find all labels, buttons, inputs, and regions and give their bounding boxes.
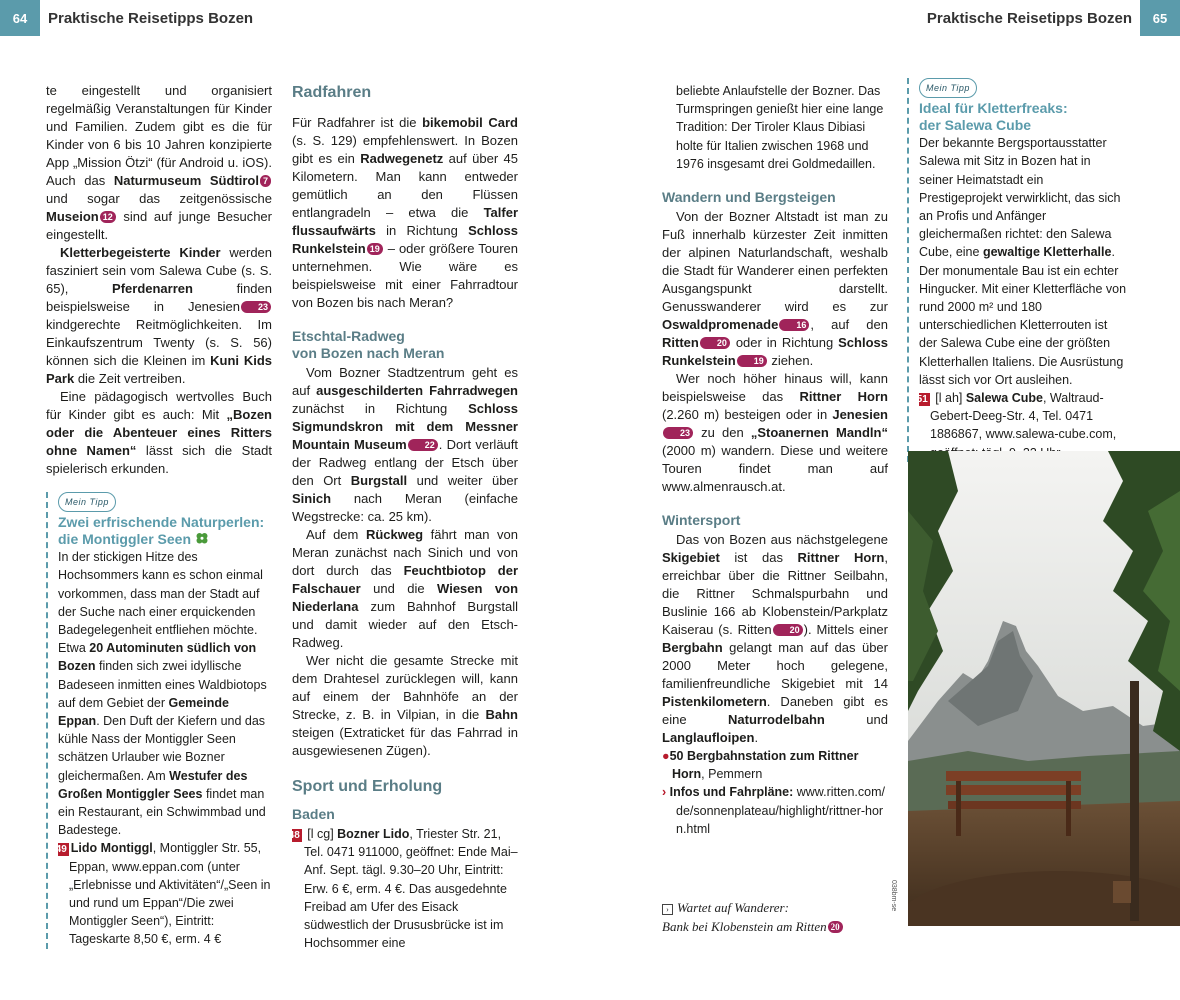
mein-tipp-label: Mein Tipp — [58, 492, 116, 512]
column-4 — [907, 78, 1127, 462]
info-entry: › Infos und Fahrpläne: www.ritten.com/de/sonnenplateau/highlight/rittner-horn.html — [662, 785, 885, 836]
map-number-badge[interactable]: 19 — [367, 243, 383, 255]
paragraph: te eingestellt und organisiert regelmäßig Veranstaltungen für Kinder und Familien. Zudem gibt es die für Kinder von 6 bis 10 Jahren konzipierte App „Mission Ötzi“ (für Android u. iOS). Auch das Naturmuseum Südtirol 7 und sogar das zeitgenössische Museion 12 sind auf junge Besucher eingestellt. — [46, 83, 272, 242]
mein-tipp-label: Mein Tipp — [919, 78, 977, 98]
section-heading: Radfahren — [292, 84, 372, 101]
venue-entry: S48 [l cg] Bozner Lido, Triester Str. 21, Tel. 0471 911000, geöffnet: Ende Mai–Anf. Sept. tägl. 9.30–20 Uhr, Eintritt: Erw. 6 €, erm. 4 €. Das ausgedehnte Freibad am Ufer des Eisack südwestlich der Drususbrücke ist im Hochsommer eine — [282, 827, 518, 951]
paragraph: Auf dem Rückweg fährt man von Meran zunächst nach Sinich und von dort durch das Feuchtbiotop der Falschauer und die Wiesen von Niederlana zum Bahnhof Burgstall und damit wieder auf den Etsch-Radweg. — [292, 527, 519, 650]
column-1 — [46, 82, 272, 949]
section-heading: Sport und Erholung — [292, 778, 443, 795]
photo-reference-icon: › — [662, 904, 673, 915]
map-number-badge[interactable]: 23 — [241, 301, 271, 313]
venue-entry: S51 [l ah] Salewa Cube, Waltraud-Gebert-Deeg-Str. 4, Tel. 0471 1886867, www.salewa-cube.com, — [910, 391, 1117, 442]
tip-body: In der stickigen Hitze des Hochsommers kann es schon einmal vorkommen, dass man der Stadt auf der Suche nach einer erquickenden Badegelegenheit entfliehen möchte. Etwa 20 Autominuten südlich von Bozen finden sich zwei idyllische Badeseen inmitten eines Waldbiotops auf dem Gebiet der Gemeinde Eppan. Den Duft der Kiefern und das kühle Nass der Montiggler Seen schätzen Urlauber wie Bozner gleichermaßen. Am Westufer des Großen Montiggler Sees findet man ein Restaurant, ein Schwimmbad und Badestege. — [58, 550, 267, 838]
paragraph: Für Radfahrer ist die bikemobil Card (s. S. 129) empfehlenswert. In Bozen gibt es ein Radwegenetz auf über 45 Kilometern. Man kann entweder gemütlich an den Flüssen entlangradeln – etwa die Talfer flussaufwärts in Richtung Schloss Runkelstein 19 – oder größere Touren unternehmen. Wie wäre es beispielsweise mit einer Fahrradtour von Bozen bis nach Meran? — [292, 115, 518, 310]
chevron-right-icon: › — [662, 785, 667, 800]
right-running-head: Praktische Reisetipps Bozen — [926, 9, 1132, 27]
paragraph: Vom Bozner Stadtzentrum geht es auf ausgeschilderten Fahrradwegen zunächst in Richtung Schloss Sigmundskron mit dem Messner Mountain Museum 22 . Dort verläuft der Radweg entlang der Etsch über den Ort Burgstall und weiter über Sinich nach Meran (einfache Wegstrecke: ca. 25 km). — [292, 365, 519, 524]
map-number-badge[interactable]: 19 — [737, 355, 767, 367]
map-number-badge[interactable]: 7 — [260, 175, 271, 187]
venue-entry: ●50 Bergbahnstation zum Rittner Horn, Pemmern — [662, 749, 859, 782]
map-number-badge[interactable]: 16 — [779, 319, 809, 331]
left-page-number: 64 — [0, 0, 40, 36]
subsection-heading: Wandern und Bergsteigen — [662, 189, 836, 206]
sight-marker: S51 — [910, 394, 928, 406]
photo-bench-mountains — [908, 451, 1180, 926]
left-page-header — [0, 0, 261, 36]
column-2 — [282, 82, 519, 952]
subsection-heading: Wintersport — [662, 512, 741, 529]
tip-title: Zwei erfrischende Naturperlen: die Montiggler Seen — [58, 514, 265, 548]
map-number-badge[interactable]: 23 — [663, 427, 693, 439]
left-running-head: Praktische Reisetipps Bozen — [48, 9, 254, 27]
paragraph: Wer noch höher hinaus will, kann beispielsweise das Rittner Horn (2.260 m) besteigen oder in Jenesien23 zu den „Stoanernen Mandln“ (2000 m) wandern. Diese und weitere Touren findet man auf www.almenrausch.at. — [662, 371, 888, 495]
photo-code: 038bm-se — [890, 880, 897, 912]
mein-tipp-box — [907, 78, 1127, 462]
map-number-badge[interactable]: 20 — [700, 337, 730, 349]
paragraph: Eine pädagogisch wertvolles Buch für Kinder gibt es auch: Mit „Bozen oder die Abenteuer eines Ritters ohne Namen“ lässt sich die Stadt spielerisch erkunden. — [46, 389, 273, 476]
right-page-number: 65 — [1140, 0, 1180, 36]
map-number-badge[interactable]: 22 — [408, 439, 438, 451]
venue-entry: S49 Lido Montiggl, Montiggler Str. 55, Eppan, www.eppan.com (unter „Erlebnisse und Aktivitäten“/„Seen in und rund um Eppan“/Die zwei Montiggler Seen“), Eintritt: Tageskarte 8,50 €, erm. 4 € — [49, 841, 271, 947]
subsection-heading: Etschtal-Radweg von Bozen nach Meran — [292, 328, 445, 361]
paragraph: Das von Bozen aus nächstgelegene Skigebiet ist das Rittner Horn, erreichbar über die Rittner Seilbahn, die Rittner Schmalspurbahn und Buslinie 166 ab Klobenstein/Parkplatz Kaiserau (s. Ritten 20 ). Mittels einer Bergbahn gelangt man auf das über 2000 Meter hoch gelegene, familienfreundliche Skigebiet mit 14 Pistenkilometern. Daneben gibt es eine Naturrodelbahn und Langlaufloipen. — [662, 532, 888, 746]
column-3 — [662, 82, 888, 838]
map-number-badge[interactable]: 20 — [773, 624, 803, 636]
mein-tipp-box — [46, 492, 272, 949]
map-number-badge[interactable]: 12 — [100, 211, 116, 223]
tip-body: Der bekannte Bergsportausstatter Salewa mit Sitz in Bozen hat in seiner Heimatstadt ein Prestigeprojekt verwirklicht, das sich an Profis und Anfänger gleichermaßen richtet: den Salewa Cube, eine gewaltige Kletterhalle. Der monumentale Bau ist ein echter Hingucker. Mit einer Kletterfläche von rund 2000 m² und 180 unterschiedlichen Kletterrouten ist der Salewa Cube eine der größten Kletterhallen Italiens. Die Ausrüstung lässt sich vor Ort ausleihen. — [919, 136, 1127, 387]
right-page-header — [919, 0, 1180, 36]
sight-marker: S49 — [49, 844, 67, 856]
continued-text: beliebte Anlaufstelle der Bozner. Das Turmspringen genießt hier eine lange Tradition: Der Tiroler Klaus Dibiasi holte für Italien zwischen 1968 und 1976 insgesamt drei Goldmedaillen. — [676, 84, 884, 171]
map-number-badge[interactable]: 20 — [828, 921, 843, 933]
paragraph: Wer nicht die gesamte Strecke mit dem Drahtesel zurücklegen will, kann auf einem der Bahnhöfe an der Strecke, z. B. in Vilpian, in die Bahn steigen (Extraticket für das Fahrrad in ausgewiesenen Zügen). — [292, 653, 518, 758]
photo-caption: › Wartet auf Wanderer: Bank bei Klobenstein am Ritten 20 — [662, 898, 902, 936]
paragraph: Von der Bozner Altstadt ist man zu Fuß innerhalb kürzester Zeit inmitten der alpinen Naturlandschaft, weshalb die Stadt für Wanderer einen perfekten Ausgangspunkt darstellt. Genusswanderer wird es zur Oswaldpromenade 16 , auf den Ritten 20 oder in Richtung Schloss Runkelstein 19 ziehen. — [662, 209, 888, 369]
paragraph: Kletterbegeisterte Kinder werden fasziniert sein vom Salewa Cube (s. S. 65), Pferdenarren finden beispielsweise in Jenesien 23 kindgerechte Reitmöglichkeiten. Im Einkaufszentrum Twenty (s. S. 56) können sich die Kleinen im Kuni Kids Park die Zeit vertreiben. — [46, 245, 273, 386]
location-dot-icon: ● — [662, 749, 670, 764]
tip-title: Ideal für Kletterfreaks: der Salewa Cube — [919, 100, 1068, 134]
clover-icon — [195, 531, 209, 547]
sight-marker: S48 — [282, 830, 300, 841]
subsection-heading: Baden — [292, 806, 335, 822]
